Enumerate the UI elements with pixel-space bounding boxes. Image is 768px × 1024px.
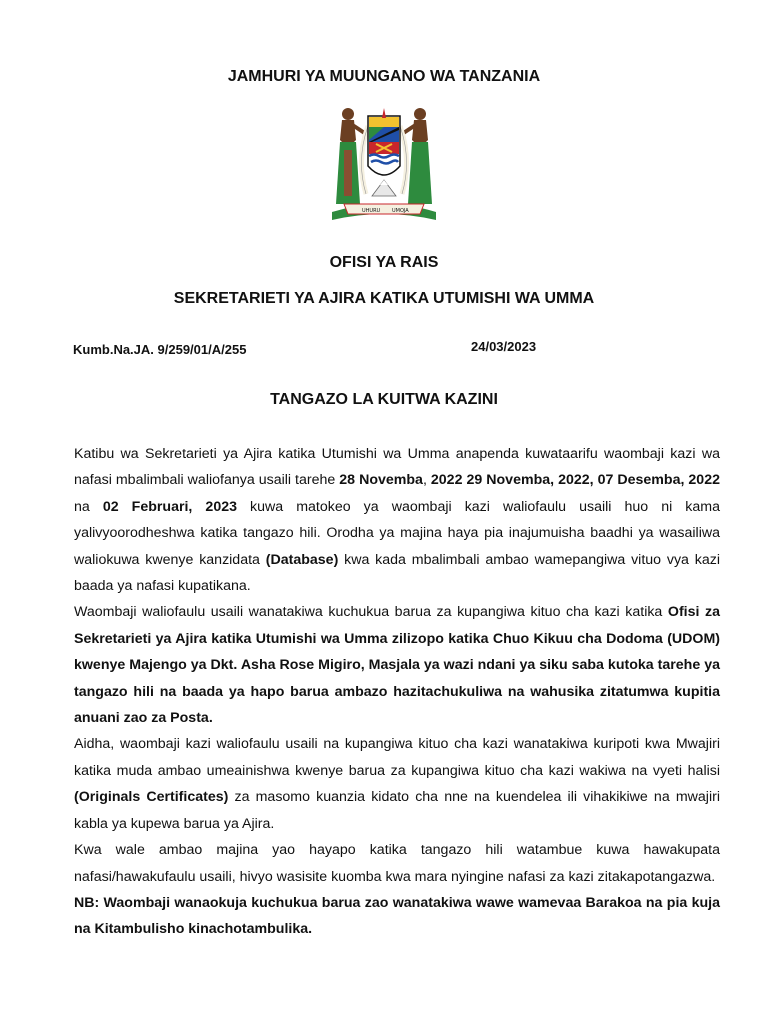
announcement-title: TANGAZO LA KUITWA KAZINI — [270, 391, 498, 408]
paragraph-results: Katibu wa Sekretarieti ya Ajira katika Utumishi wa Umma anapenda kuwataarifu waombaji kazi wa nafasi mbalimbali waliofanya usaili tarehe 28 Novemba, 2022 29 Novemba, 2022, 07 Desemba, 2022 na 02 Februari, 2023 kuwa matokeo ya waombaji kazi waliofaulu usaili huo ni kama yalivyoorodheshwa katika tangazo hili. Orodha ya majina haya pia inajumuisha baadhi ya wasailiwa waliokuwa kwenye kanzidata (Database) kwa kada mbalimbali ambao wamepangiwa vituo vya kazi baada ya nafasi kupatikana. — [74, 446, 720, 595]
interview-date-2: 2022 29 Novemba, 2022, 07 Desemba, 2022 — [430, 472, 720, 489]
paragraph-unsuccessful: Kwa wale ambao majina yao hayapo katika tangazo hili watambue kuwa hawakupata nafasi/hawakufaulu usaili, hivyo wasisite kuomba kwa mara nyingine nafasi za kazi zitakapotangazwa. — [74, 842, 720, 885]
paragraph-collection: Waombaji waliofaulu usaili wanatakiwa kuchukua barua za kupangiwa kituo cha kazi katika Ofisi za Sekretarieti ya Ajira katika Utumishi wa Umma zilizopo katika Chuo Kikuu cha Dodoma (UDOM) kwenye Majengo ya Dkt. Asha Rose Migiro, Masjala ya wazi ndani ya siku saba kutoka tarehe ya tangazo hili na baada ya hapo barua ambazo hazitachukuliwa na wahusika zitatumwa kupitia anuani zao za Posta. — [74, 604, 720, 727]
nb-note: NB: Waombaji wanaokuja kuchukua barua zao wanatakiwa wawe wamevaa Barakoa na pia kuja na Kitambulisho kinachotambulika. — [74, 894, 720, 938]
original-certificates-term: (Originals Certificates) — [74, 789, 229, 806]
office-heading: OFISI YA RAIS — [329, 254, 439, 271]
interview-date-1: 28 Novemba — [339, 472, 423, 489]
interview-date-3: 02 Februari, 2023 — [102, 498, 237, 515]
emblem-motto-right: UMOJA — [392, 208, 409, 214]
coat-of-arms-icon — [322, 100, 446, 226]
emblem-motto-left: UHURU — [362, 208, 381, 214]
announcement-body — [74, 441, 720, 943]
paragraph-reporting: Aidha, waombaji kazi waliofaulu usaili na kupangiwa kituo cha kazi wanatakiwa kuripoti kwa Mwajiri katika muda ambao umeainishwa kwenye barua za kupangiwa kituo cha kazi wakiwa na vyeti halisi (Originals Certificates) za masomo kuanzia kidato cha nne na kuendelea ili vihakikiwe na mwajiri kabla ya kupewa barua ya Ajira. — [74, 736, 720, 832]
reference-number: Kumb.Na.JA. 9/259/01/A/255 — [73, 342, 247, 357]
collection-location: Ofisi za Sekretarieti ya Ajira katika Utumishi wa Umma zilizopo katika Chuo Kikuu cha Dodoma (UDOM) kwenye Majengo ya Dkt. Asha Rose Migiro, Masjala ya wazi ndani ya siku saba kutoka tarehe ya tangazo hili na baada ya hapo barua ambazo hazitachukuliwa na wahusika zitatumwa kupitia anuani zao za Posta. — [74, 604, 720, 727]
database-term: (Database) — [265, 551, 339, 568]
document-date: 24/03/2023 — [471, 339, 537, 354]
republic-heading: JAMHURI YA MUUNGANO WA TANZANIA — [227, 68, 541, 85]
secretariat-heading: SEKRETARIETI YA AJIRA KATIKA UTUMISHI WA UMMA — [173, 290, 595, 307]
